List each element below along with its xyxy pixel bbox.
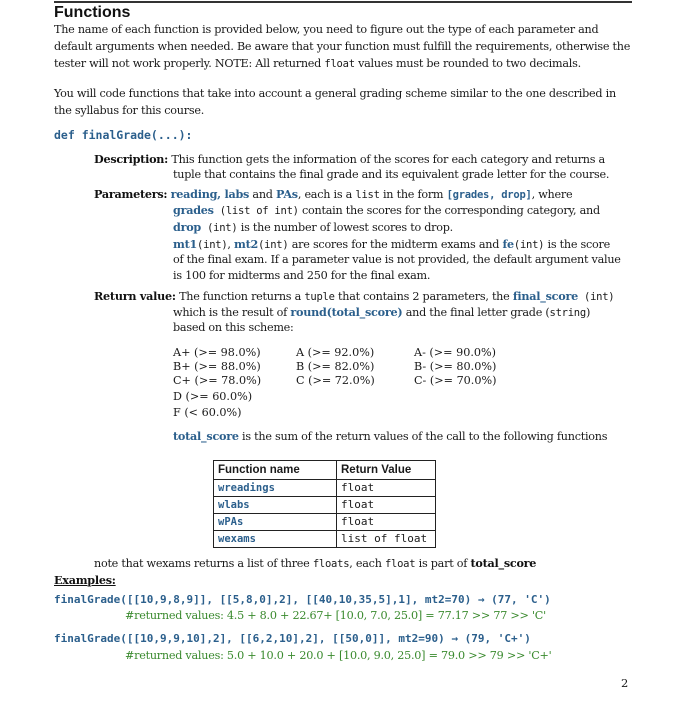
table-header-row xyxy=(214,461,436,480)
header-function-name: Function name xyxy=(214,461,337,480)
example-1-comment: #returned values: 4.5 + 8.0 + 22.67+ [10.0, 7.0, 25.0] = 77.17 >> 77 >> 'C' xyxy=(125,609,546,622)
return-value-cell: list of float xyxy=(337,531,436,548)
grade-b: B (>= 82.0%) xyxy=(296,360,375,373)
parameters-label: Parameters: xyxy=(94,187,168,201)
note-line: note that wexams returns a list of three floats, each float is part of total_score xyxy=(94,556,537,570)
grade-a-plus: A+ (>= 98.0%) xyxy=(173,346,261,359)
return-value-line: Return value: The function returns a tuple that contains 2 parameters, the final_score (int) xyxy=(94,289,615,303)
parameters-drop-line: drop (int) is the number of lowest scores to drop. xyxy=(173,220,453,234)
examples-label: Examples: xyxy=(54,573,116,587)
total-score-line: total_score is the sum of the return values of the call to the following functions xyxy=(173,429,608,443)
function-name-cell: wPAs xyxy=(214,514,337,531)
grade-d: D (>= 60.0%) xyxy=(173,390,253,403)
table-row xyxy=(214,531,436,548)
grade-a: A (>= 92.0%) xyxy=(296,346,375,359)
intro-paragraph-1: The name of each function is provided below, you need to figure out the type of each parameter and default arguments when needed. Be aware that your function must fulfill the requirements, otherwise the tester will not work properly. NOTE: All returned float values must be rounded to two decimals. xyxy=(54,23,631,70)
return-value-cell: float xyxy=(337,497,436,514)
description-line-2: tuple that contains the final grade and its equivalent grade letter for the course. xyxy=(173,168,610,181)
top-rule xyxy=(54,1,632,3)
parameters-line: Parameters: reading, labs and PAs, each is a list in the form [grades, drop], where xyxy=(94,187,573,201)
section-heading: Functions xyxy=(54,4,131,21)
parameters-default-line-2: is 100 for midterms and 250 for the final exam. xyxy=(173,269,431,282)
header-return-value: Return Value xyxy=(337,461,436,480)
example-2-call: finalGrade([[10,9,9,10],2], [[6,2,10],2], [[50,0]], mt2=90) → (79, 'C+') xyxy=(54,632,531,645)
function-name-cell: wreadings xyxy=(214,480,337,497)
function-table xyxy=(213,460,436,548)
return-value-cell: float xyxy=(337,480,436,497)
example-2-comment: #returned values: 5.0 + 10.0 + 20.0 + [10.0, 9.0, 25.0] = 79.0 >> 79 >> 'C+' xyxy=(125,649,552,662)
description-label: Description: xyxy=(94,152,169,166)
return-value-label: Return value: xyxy=(94,289,176,303)
parameters-default-line: of the final exam. If a parameter value is not provided, the default argument value xyxy=(173,253,621,266)
parameters-exams-line: mt1(int), mt2(int) are scores for the midterm exams and fe(int) is the score xyxy=(173,237,611,251)
return-value-line-3: based on this scheme: xyxy=(173,321,294,334)
float-code: float xyxy=(324,57,355,70)
example-1-call: finalGrade([[10,9,8,9]], [[5,8,0],2], [[40,10,35,5],1], mt2=70) → (77, 'C') xyxy=(54,593,551,606)
parameters-grades-line: grades (list of int) contain the scores for the corresponding category, and xyxy=(173,203,600,217)
grade-b-minus: B- (>= 80.0%) xyxy=(414,360,497,373)
grade-a-minus: A- (>= 90.0%) xyxy=(414,346,496,359)
description-line: Description: This function gets the information of the scores for each category and returns a xyxy=(94,152,605,166)
function-signature: def finalGrade(...): xyxy=(54,128,193,142)
function-name-cell: wlabs xyxy=(214,497,337,514)
grade-c-minus: C- (>= 70.0%) xyxy=(414,374,497,387)
function-name-cell: wexams xyxy=(214,531,337,548)
table-row xyxy=(214,480,436,497)
page-number: 2 xyxy=(621,676,629,690)
grade-b-plus: B+ (>= 88.0%) xyxy=(173,360,261,373)
grade-f: F (< 60.0%) xyxy=(173,406,242,419)
grade-c: C (>= 72.0%) xyxy=(296,374,375,387)
intro-paragraph-2: You will code functions that take into account a general grading scheme similar to the one described in the syllabus for this course. xyxy=(54,87,616,117)
return-value-line-2: which is the result of round(total_score) and the final letter grade (string) xyxy=(173,305,591,319)
return-value-cell: float xyxy=(337,514,436,531)
table-row xyxy=(214,497,436,514)
table-row xyxy=(214,514,436,531)
grade-c-plus: C+ (>= 78.0%) xyxy=(173,374,262,387)
